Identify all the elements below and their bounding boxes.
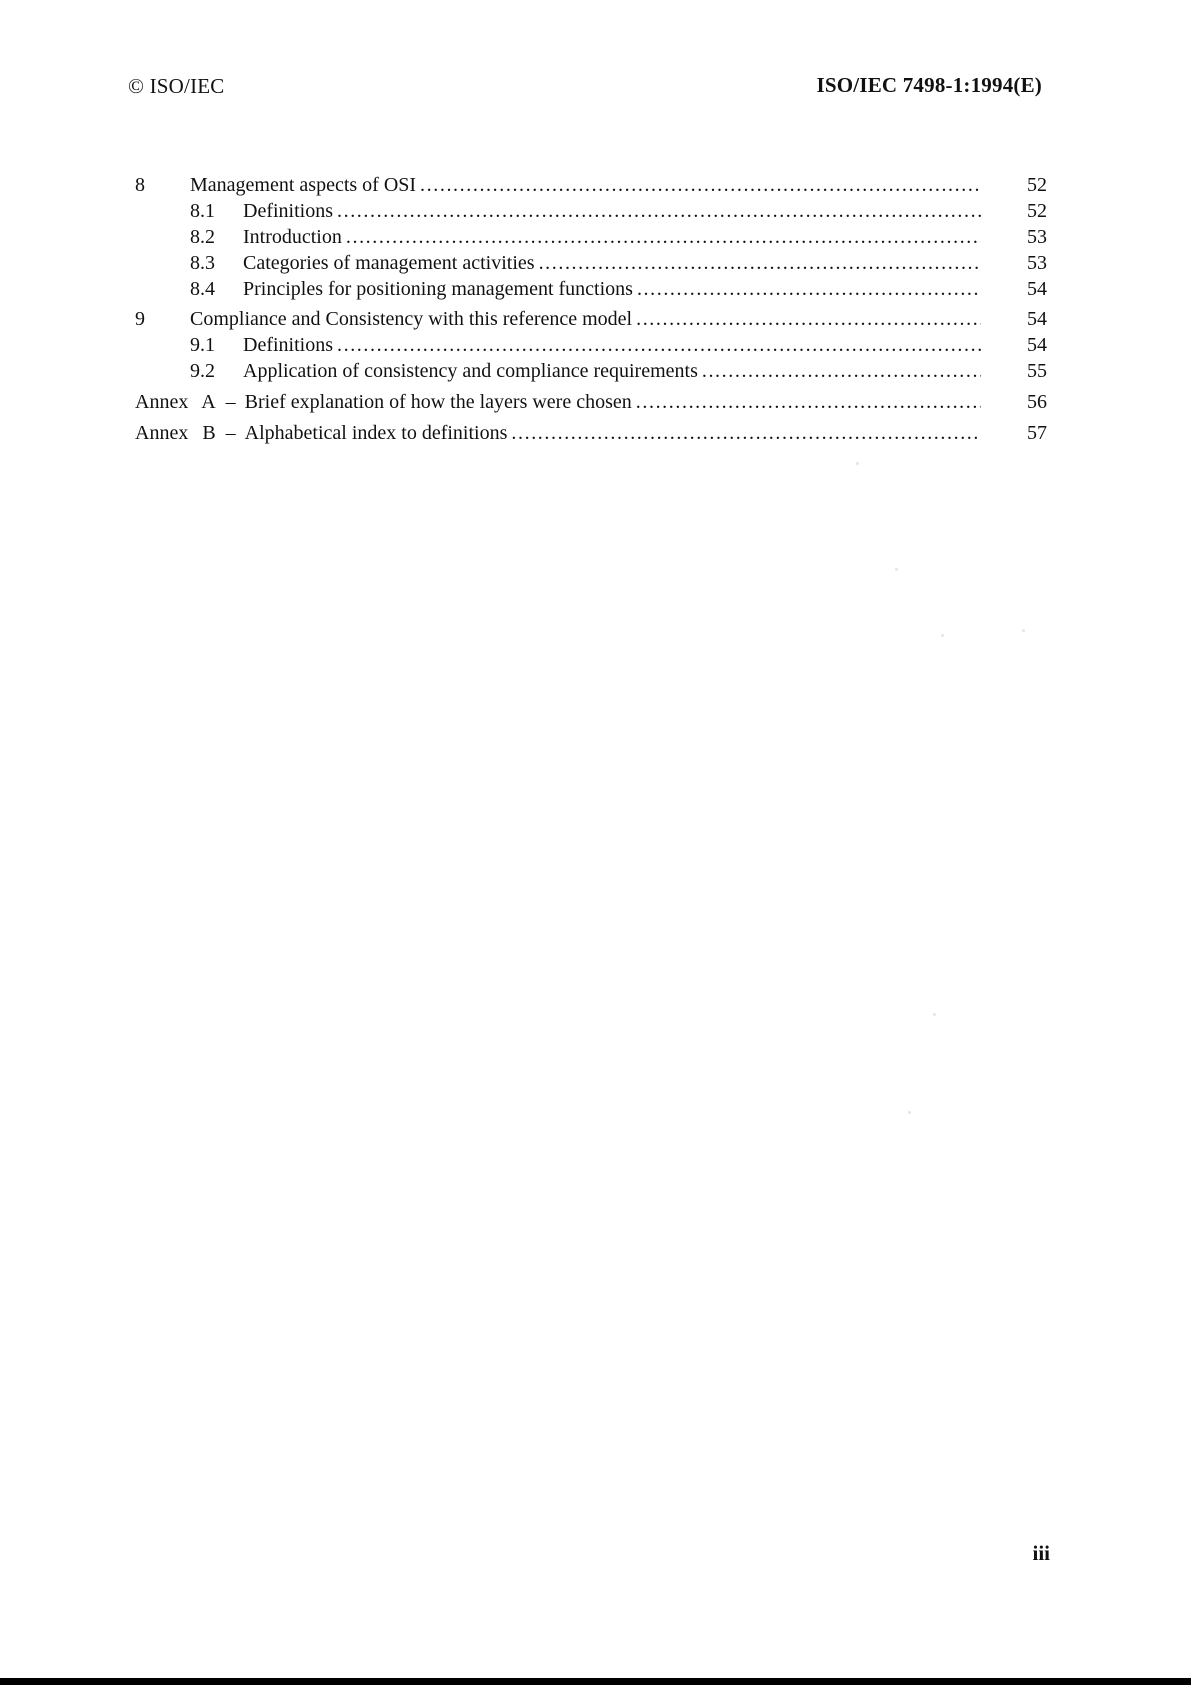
toc-entry [135, 306, 1047, 332]
dot-leader [636, 306, 981, 332]
toc-entry-number: 9 [135, 308, 145, 330]
toc-entry-title: Categories of management activities [243, 252, 535, 274]
toc-entry-dash: – [225, 391, 236, 413]
dot-leader [702, 358, 981, 384]
toc-entry-title: Definitions [243, 200, 333, 222]
dot-leader [511, 420, 981, 446]
toc-entry-page: 54 [1027, 278, 1047, 300]
scan-noise [908, 1111, 911, 1114]
toc-entry-page: 52 [1027, 174, 1047, 196]
scan-noise [856, 462, 859, 465]
dot-leader [346, 224, 981, 250]
toc-entry-page: 55 [1027, 360, 1047, 382]
table-of-contents [135, 172, 1047, 446]
toc-entry [135, 250, 1047, 276]
dot-leader [637, 276, 981, 302]
toc-entry-number: 8.2 [190, 226, 215, 248]
scan-noise [941, 634, 944, 637]
toc-entry-number: 8.1 [190, 200, 215, 222]
toc-entry-title: Principles for positioning management functions [243, 278, 633, 300]
toc-entry-title: Introduction [243, 226, 342, 248]
document-reference: ISO/IEC 7498-1:1994(E) [816, 73, 1042, 97]
toc-entry-title: Compliance and Consistency with this reference model [190, 308, 633, 330]
toc-entry-dash: – [225, 422, 236, 444]
toc-entry-number: 8 [135, 174, 145, 196]
toc-entry [135, 332, 1047, 358]
toc-entry-number: Annex A [135, 391, 216, 413]
copyright-notice: © ISO/IEC [128, 74, 225, 98]
toc-entry-page: 54 [1027, 308, 1047, 330]
toc-entry-number: 9.2 [190, 360, 215, 382]
scan-edge-bar [0, 1678, 1191, 1685]
toc-entry-title: Definitions [243, 334, 333, 356]
dot-leader [539, 250, 981, 276]
toc-entry-number: 9.1 [190, 334, 215, 356]
toc-entry [135, 276, 1047, 302]
toc-entry-title: Brief explanation of how the layers were chosen [244, 391, 632, 413]
dot-leader [337, 332, 981, 358]
toc-entry [135, 389, 1047, 415]
toc-entry [135, 420, 1047, 446]
toc-entry-page: 54 [1027, 334, 1047, 356]
toc-entry [135, 172, 1047, 198]
toc-entry-page: 53 [1027, 226, 1047, 248]
dot-leader [420, 172, 981, 198]
toc-entry [135, 358, 1047, 384]
dot-leader [636, 389, 981, 415]
toc-entry-number: 8.4 [190, 278, 215, 300]
scan-noise [933, 1013, 936, 1016]
toc-entry-title: Management aspects of OSI [190, 174, 417, 196]
toc-entry [135, 198, 1047, 224]
toc-entry-page: 56 [1027, 391, 1047, 413]
toc-entry-page: 53 [1027, 252, 1047, 274]
page-number: iii [1032, 1541, 1050, 1565]
dot-leader [337, 198, 981, 224]
scan-noise [1022, 629, 1025, 632]
scan-noise [895, 568, 898, 571]
toc-entry-page: 52 [1027, 200, 1047, 222]
toc-entry-title: Application of consistency and compliance requirements [243, 360, 698, 382]
toc-entry-number: 8.3 [190, 252, 215, 274]
toc-entry-page: 57 [1027, 422, 1047, 444]
toc-entry-number: Annex B [135, 422, 216, 444]
toc-entry [135, 224, 1047, 250]
toc-entry-title: Alphabetical index to definitions [244, 422, 508, 444]
